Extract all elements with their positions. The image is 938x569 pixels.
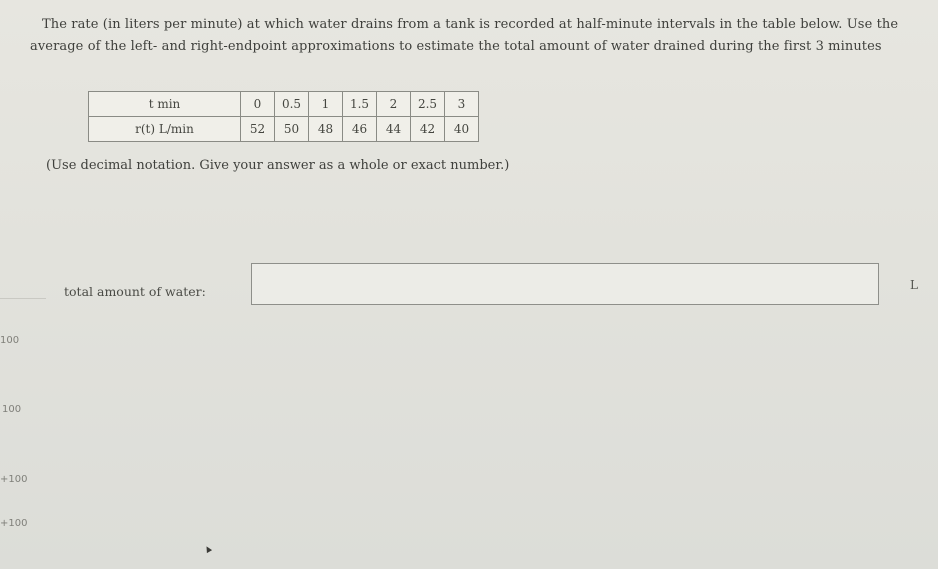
table-header-rate: r(t) L/min	[89, 117, 241, 142]
table-row-rate	[89, 117, 479, 142]
answer-label: total amount of water:	[64, 284, 206, 299]
table-cell-time: 1.5	[343, 92, 377, 117]
mouse-cursor-icon	[204, 545, 212, 553]
table-header-time: t min	[89, 92, 241, 117]
problem-statement	[30, 14, 922, 58]
table-cell-time: 0	[241, 92, 275, 117]
unit-label-liters: L	[910, 278, 918, 292]
table-cell-time: 2.5	[411, 92, 445, 117]
table-cell-rate: 50	[275, 117, 309, 142]
table-cell-time: 2	[377, 92, 411, 117]
margin-divider	[0, 298, 46, 299]
table-cell-rate: 48	[309, 117, 343, 142]
margin-scribble: +100	[0, 518, 28, 529]
answer-format-hint: (Use decimal notation. Give your answer as a whole or exact number.)	[46, 158, 510, 173]
table-cell-rate: 44	[377, 117, 411, 142]
margin-scribble: 100	[2, 404, 22, 415]
table-cell-time: 0.5	[275, 92, 309, 117]
table-cell-rate: 42	[411, 117, 445, 142]
problem-text-line-2: average of the left- and right-endpoint approximations to estimate the total amount of water drained during the first 3 minutes	[30, 39, 882, 54]
margin-scribble: +100	[0, 474, 28, 485]
total-water-answer-input[interactable]	[251, 263, 879, 305]
table-cell-time: 3	[445, 92, 479, 117]
table-cell-rate: 52	[241, 117, 275, 142]
drain-rate-table	[88, 91, 479, 142]
table-cell-time: 1	[309, 92, 343, 117]
margin-scribble: 100	[0, 335, 20, 346]
problem-text-line-1: The rate (in liters per minute) at which water drains from a tank is recorded at half-minute intervals in the table below. Use the	[42, 17, 899, 32]
table-row-time	[89, 92, 479, 117]
table-cell-rate: 40	[445, 117, 479, 142]
table-cell-rate: 46	[343, 117, 377, 142]
